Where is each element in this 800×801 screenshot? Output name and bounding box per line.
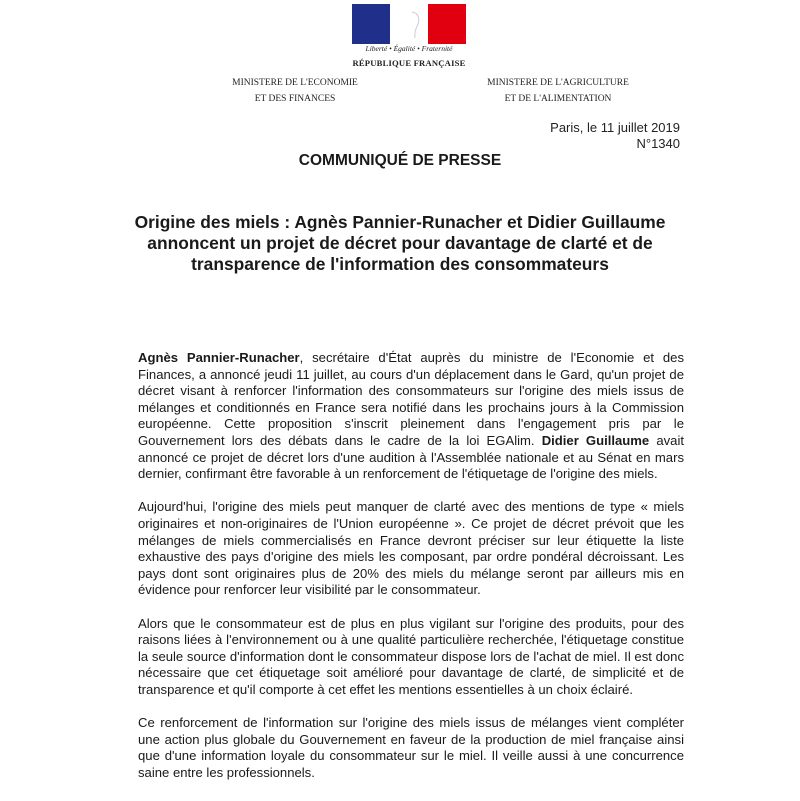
name-guillaume: Didier Guillaume <box>541 432 650 448</box>
date: Paris, le 11 juillet 2019 <box>550 120 680 135</box>
paragraph-3: Alors que le consommateur est de plus en plus vigilant sur l'origine des produits, pour des raisons liées à l'environnement ou à une qualité particulière recherchée, l'étiquetage constitue la seule source d'information dont le consommateur dispose lors de l'achat de miel. Il est donc nécessaire que cet étiquetage soit amélioré pour davantage de clarté, de simplicité et de transparence et qu'il comporte à cet effet les mentions essentielles à un choix éclairé. <box>138 615 684 697</box>
paragraph-1-text-a: , secrétaire d'État auprès du ministre de l'Economie et des Finances, a annoncé jeudi 11 juillet, au cours d'un déplacement dans le Gard, qu'un projet de décret visant à renforcer l'information des consommateurs sur l'origine des miels issus de mélanges et conditionnés en France sera notifié dans les prochains jours à la Commission européenne. Cette proposition s'inscrit pleinement dans l'engagement pris par le Gouvernement lors des débats dans le cadre de la loi EGAlim. <box>138 350 685 448</box>
name-pannier-runacher: Agnès Pannier-Runacher <box>138 350 300 365</box>
ministry-agriculture-line2: ET DE L'ALIMENTATION <box>504 94 612 104</box>
paragraph-1-text-b: avait annoncé ce projet de décret lors d'une audition à l'Assemblée nationale et au Sénat en mars dernier, confirmant être favorable à un renforcement de l'étiquetage de l'origine des miels. <box>138 432 684 482</box>
dateline <box>550 120 680 152</box>
body-text <box>138 350 684 798</box>
motto: Liberté • Égalité • Fraternité <box>365 44 453 53</box>
headline: Origine des miels : Agnès Pannier-Runacher et Didier Guillaume annoncent un projet de décret pour davantage de clarté et de transparence de l'information des consommateurs <box>134 212 666 274</box>
ministry-agriculture-line1: MINISTERE DE L'AGRICULTURE <box>487 78 629 88</box>
ministry-agriculture <box>444 75 672 107</box>
ministry-economy <box>190 75 400 107</box>
marianne-logo <box>352 4 466 44</box>
republique-francaise: RÉPUBLIQUE FRANÇAISE <box>352 58 466 68</box>
reference-number: N°1340 <box>636 136 680 151</box>
ministry-economy-line1: MINISTERE DE L'ECONOMIE <box>232 78 358 88</box>
marianne-flag-icon <box>352 4 466 44</box>
paragraph-4: Ce renforcement de l'information sur l'origine des miels issus de mélanges vient compléter une action plus globale du Gouvernement en faveur de la production de miel française ainsi que d'une information loyale du consommateur sur le miel. Il veille aussi à une concurrence saine entre les professionnels. <box>138 715 684 780</box>
paragraph-1 <box>138 350 684 483</box>
paragraph-2: Aujourd'hui, l'origine des miels peut manquer de clarté avec des mentions de type « miels originaires et non-originaires de l'Union européenne ». Ce projet de décret prévoit que les mélanges de miels commercialisés en France devront préciser sur leur étiquette la liste exhaustive des pays d'origine des miels les composant, par ordre pondéral décroissant. Les pays dont sont originaires plus de 20% des miels du mélange seront par ailleurs mis en évidence pour renforcer leur visibilité par le consommateur. <box>138 499 684 598</box>
press-release-title: COMMUNIQUÉ DE PRESSE <box>298 152 502 169</box>
ministry-economy-line2: ET DES FINANCES <box>254 94 336 104</box>
